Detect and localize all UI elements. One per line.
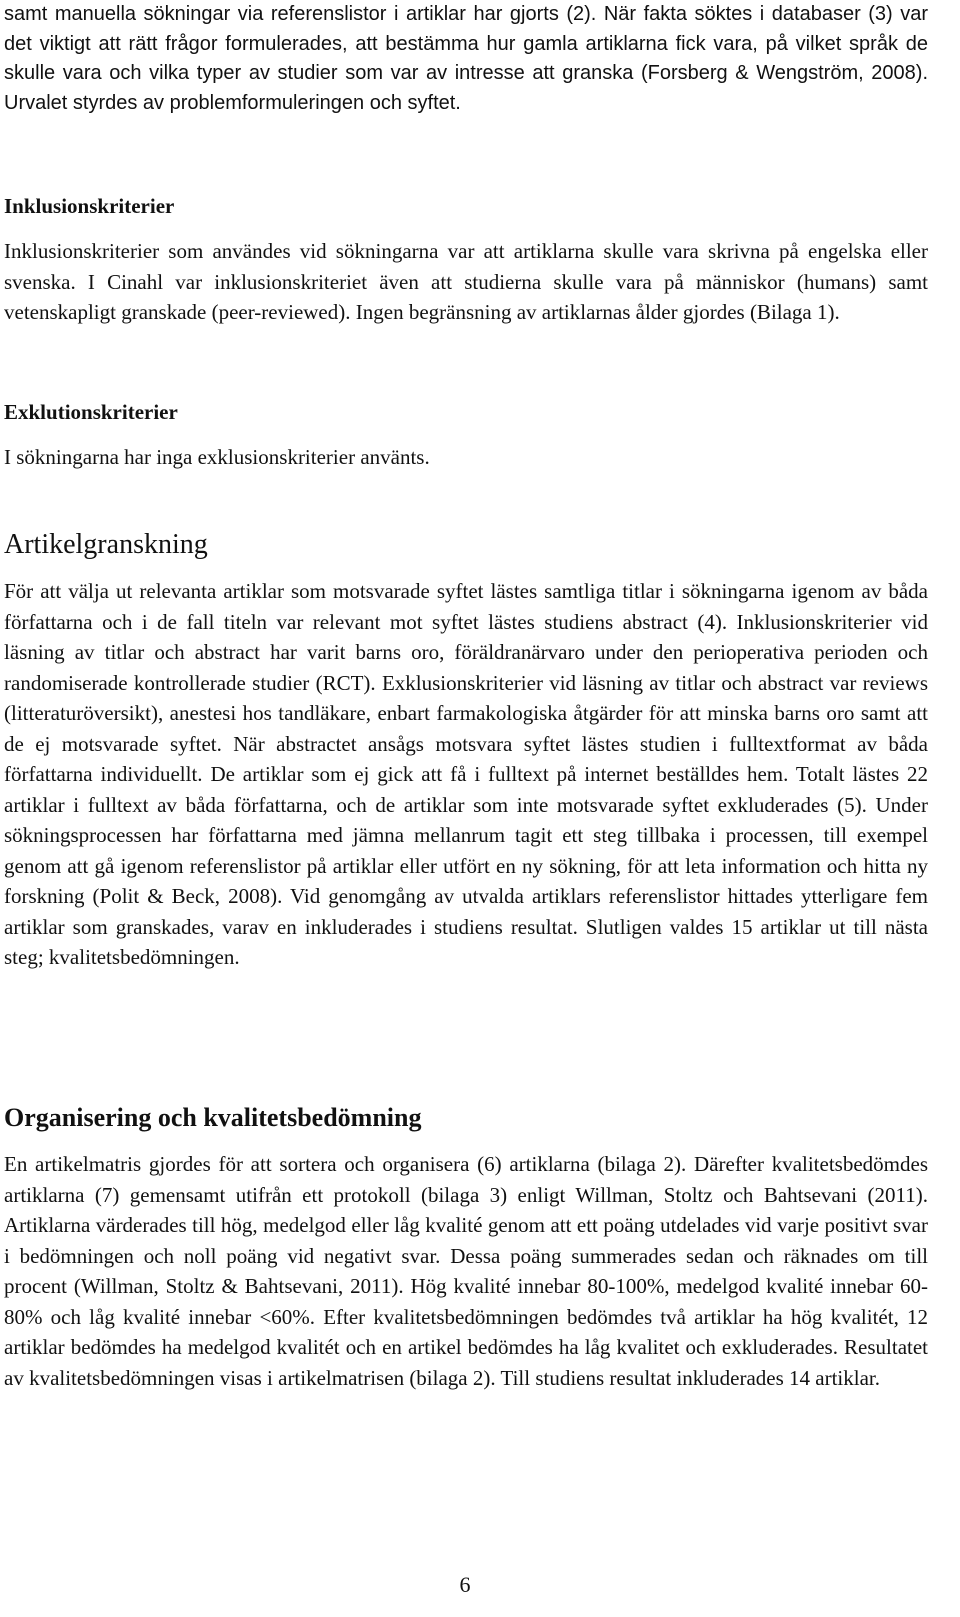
intro-section: [4, 0, 928, 118]
quality-assessment-heading: Organisering och kvalitetsbedömning: [4, 1103, 422, 1132]
exclusion-section: [4, 398, 928, 473]
inclusion-section: [4, 192, 928, 328]
exclusion-paragraph: I sökningarna har inga exklusionskriterier använts.: [4, 445, 430, 469]
quality-assessment-paragraph: En artikelmatris gjordes för att sortera och organisera (6) artiklarna (bilaga 2). Därefter kvalitetsbedömdes artiklarna (7) gemensamt utifrån ett protokoll (bilaga 3) enligt Willman, Stoltz och Bahtsevani (2011). Artiklarna värderades till hög, medelgod eller låg kvalité genom att ett poäng utdelades vid varje positivt svar i bedömningen och noll poäng vid negativt svar. Dessa poäng summerades sedan och räknades om till procent (Willman, Stoltz & Bahtsevani, 2011). Hög kvalité innebar 80-100%, medelgod kvalité innebar 60-80% och låg kvalité innebar <60%. Efter kvalitetsbedömningen bedömdes två artiklar ha hög kvalitét, 12 artiklar bedömdes ha medelgod kvalitét och en artikel bedömdes ha låg kvalitet och exkluderades. Resultatet av kvalitetsbedömningen visas i artikelmatrisen (bilaga 2). Till studiens resultat inkluderades 14 artiklar.: [4, 1152, 928, 1390]
inclusion-paragraph: Inklusionskriterier som användes vid sökningarna var att artiklarna skulle vara skrivna på engelska eller svenska. I Cinahl var inklusionskriteriet även att studierna skulle vara på människor (humans) samt vetenskapligt granskade (peer-reviewed). Ingen begränsning av artiklarnas ålder gjordes (Bilaga 1).: [4, 239, 928, 324]
page-number: 6: [459, 1572, 471, 1597]
intro-paragraph: samt manuella sökningar via referenslistor i artiklar har gjorts (2). När fakta söktes i databaser (3) var det viktigt att rätt frågor formulerades, att bestämma hur gamla artiklarna fick vara, på vilket språk de skulle vara och vilka typer av studier som var av intresse att granska (Forsberg & Wengström, 2008). Urvalet styrdes av problemformuleringen och syftet.: [4, 3, 928, 114]
article-review-section: [4, 528, 928, 973]
inclusion-heading: Inklusionskriterier: [4, 194, 175, 218]
article-review-paragraph: För att välja ut relevanta artiklar som motsvarade syftet lästes samtliga titlar i sökningarna igenom av båda författarna och i de fall titeln var relevant mot syftet lästes studiens abstract (4). Inklusionskriterier vid läsning av titlar och abstract har varit barns oro, föräldranärvaro under den perioperativa perioden och randomiserade kontrollerade studier (RCT). Exklusionskriterier vid läsning av titlar och abstract var reviews (litteraturöversikt), anestesi hos tandläkare, enbart farmakologiska åtgärder för att minska barns oro samt att de ej motsvarade syftet. När abstractet ansågs motsvara syftet lästes studien i fulltextformat av båda författarna individuellt. De artiklar som ej gick att få i fulltext på internet beställdes hem. Totalt lästes 22 artiklar i fulltext av båda författarna, och de artiklar som inte motsvarade syftet exkluderades (5). Under sökningsprocessen har författarna med jämna mellanrum tagit ett steg tillbaka i processen, till exempel genom att gå igenom referenslistor på artiklar eller utfört en ny sökning, för att leta information och hitta ny forskning (Polit & Beck, 2008). Vid genomgång av utvalda artiklars referenslistor hittades ytterligare fem artiklar som granskades, varav en inkluderades i studiens resultat. Slutligen valdes 15 artiklar ut till nästa steg; kvalitetsbedömningen.: [4, 579, 928, 969]
exclusion-heading: Exklutionskriterier: [4, 400, 178, 424]
quality-assessment-section: [4, 1101, 928, 1393]
article-review-heading: Artikelgranskning: [4, 529, 208, 560]
